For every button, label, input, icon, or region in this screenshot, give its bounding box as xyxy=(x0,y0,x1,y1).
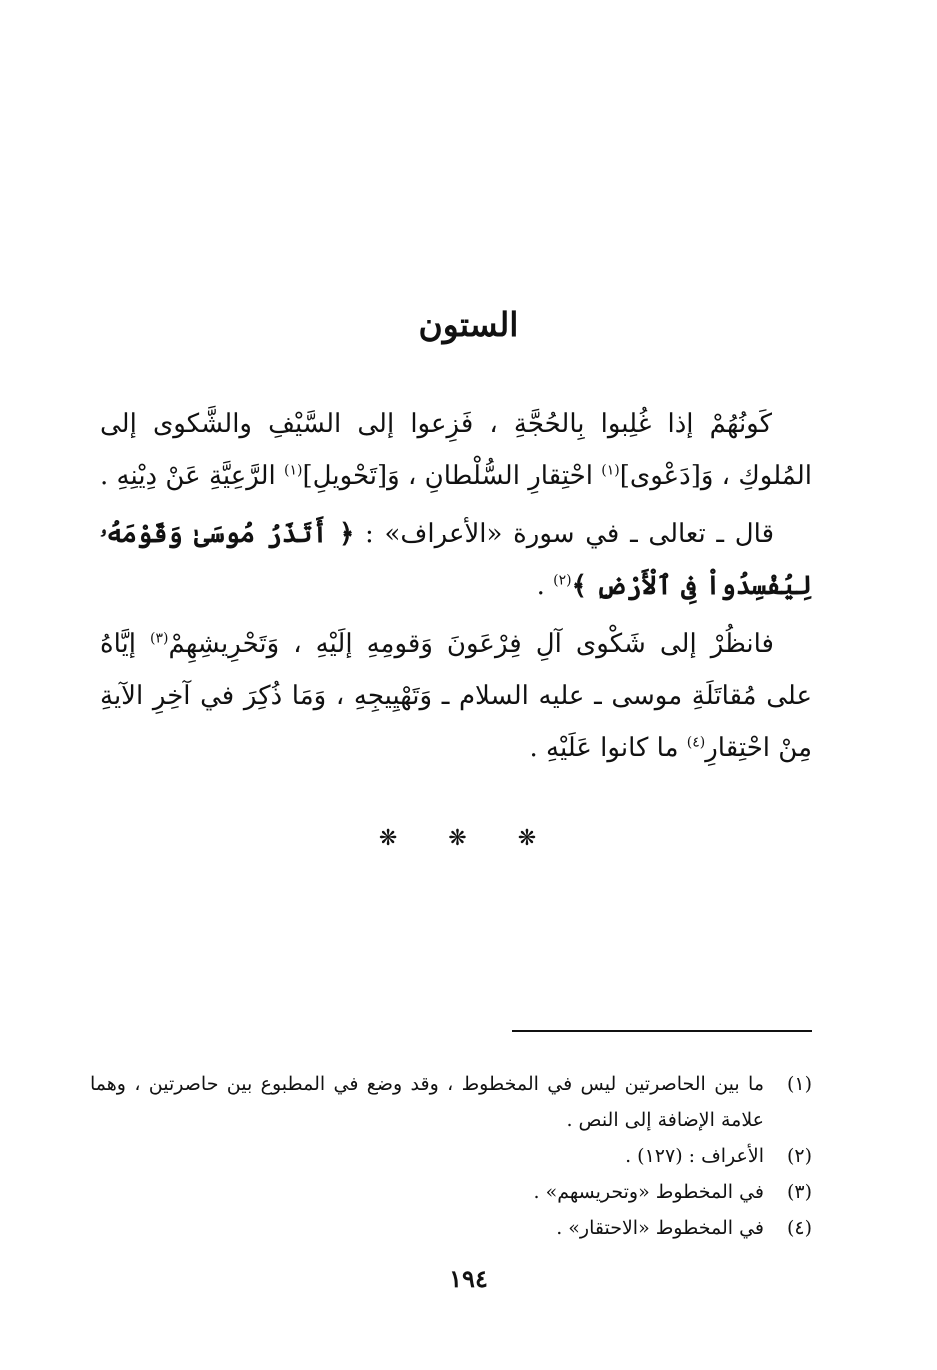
footnote-number: (٢) xyxy=(786,1145,812,1167)
footnote-text: في المخطوط «وتحريسهم» . xyxy=(533,1181,764,1203)
footnote-text: الأعراف : (١٢٧) . xyxy=(625,1145,764,1167)
paragraph-1 xyxy=(100,398,812,502)
footnote-number: (١) xyxy=(786,1073,812,1095)
main-text xyxy=(100,398,812,780)
footnote-number: (٤) xyxy=(786,1217,812,1239)
footnote-ref-1b: (١) xyxy=(284,462,303,479)
footnote-item xyxy=(90,1174,812,1210)
footnote-ref-4: (٤) xyxy=(686,734,706,751)
paragraph-3 xyxy=(100,618,812,774)
footnote-ref-2: (٢) xyxy=(553,572,572,589)
footnotes xyxy=(90,1066,812,1246)
paragraph-3-part-2: إيَّاهُ على مُقاتَلَةِ موسى ـ عليه السلام ـ وَتَهْيِيجِهِ ، وَمَا ذُكِرَ في آخِرِ الآيةِ مِنْ احْتِقارِ xyxy=(100,629,812,763)
paragraph-2-part-1: قال ـ تعالى ـ في سورة «الأعراف» : xyxy=(354,519,775,549)
paragraph-1-part-2: احْتِقارِ السُّلْطانِ ، وَ[تَحْويلِ] xyxy=(302,461,602,491)
footnote-item xyxy=(90,1138,812,1174)
quran-verse: ﴿ أَتَذَرُ مُوسَىٰ وَقَوْمَهُۥ لِيُفْسِدُواْ فِى ٱلْأَرْضِ ﴾ xyxy=(100,519,812,601)
footnote-item xyxy=(90,1210,812,1246)
page-number: ١٩٤ xyxy=(449,1264,488,1293)
footnote-text: ما بين الحاصرتين ليس في المخطوط ، وقد وضع في المطبوع بين حاصرتين ، وهما علامة الإضافة إلى النص . xyxy=(90,1073,764,1131)
footnote-item xyxy=(90,1066,812,1138)
paragraph-3-part-1: فانظُرْ إلى شَكْوى آلِ فِرْعَونَ وَقومِهِ إلَيْهِ ، وَتَحْرِيشِهِمْ xyxy=(168,629,774,659)
footnote-divider xyxy=(512,1030,812,1032)
paragraph-1-part-1: كَونُهُمْ إذا غُلِبوا بِالحُجَّةِ ، فَزِعوا إلى السَّيْفِ والشَّكوى إلى المُلوكِ ، وَ[دَعْوى] xyxy=(100,409,812,491)
section-separator: ❋ ❋ ❋ xyxy=(378,826,559,851)
paragraph-2-part-2: . xyxy=(536,571,554,601)
section-heading: الستون xyxy=(418,305,519,344)
footnote-ref-1: (١) xyxy=(601,462,620,479)
footnote-number: (٣) xyxy=(786,1181,812,1203)
footnote-text: في المخطوط «الاحتقار» . xyxy=(556,1217,764,1239)
paragraph-3-part-3: ما كانوا عَلَيْهِ . xyxy=(529,733,687,763)
footnote-ref-3: (٣) xyxy=(150,630,169,647)
paragraph-2 xyxy=(100,508,812,612)
paragraph-1-part-3: الرَّعِيَّةِ عَنْ دِيْنِهِ . xyxy=(100,461,285,491)
